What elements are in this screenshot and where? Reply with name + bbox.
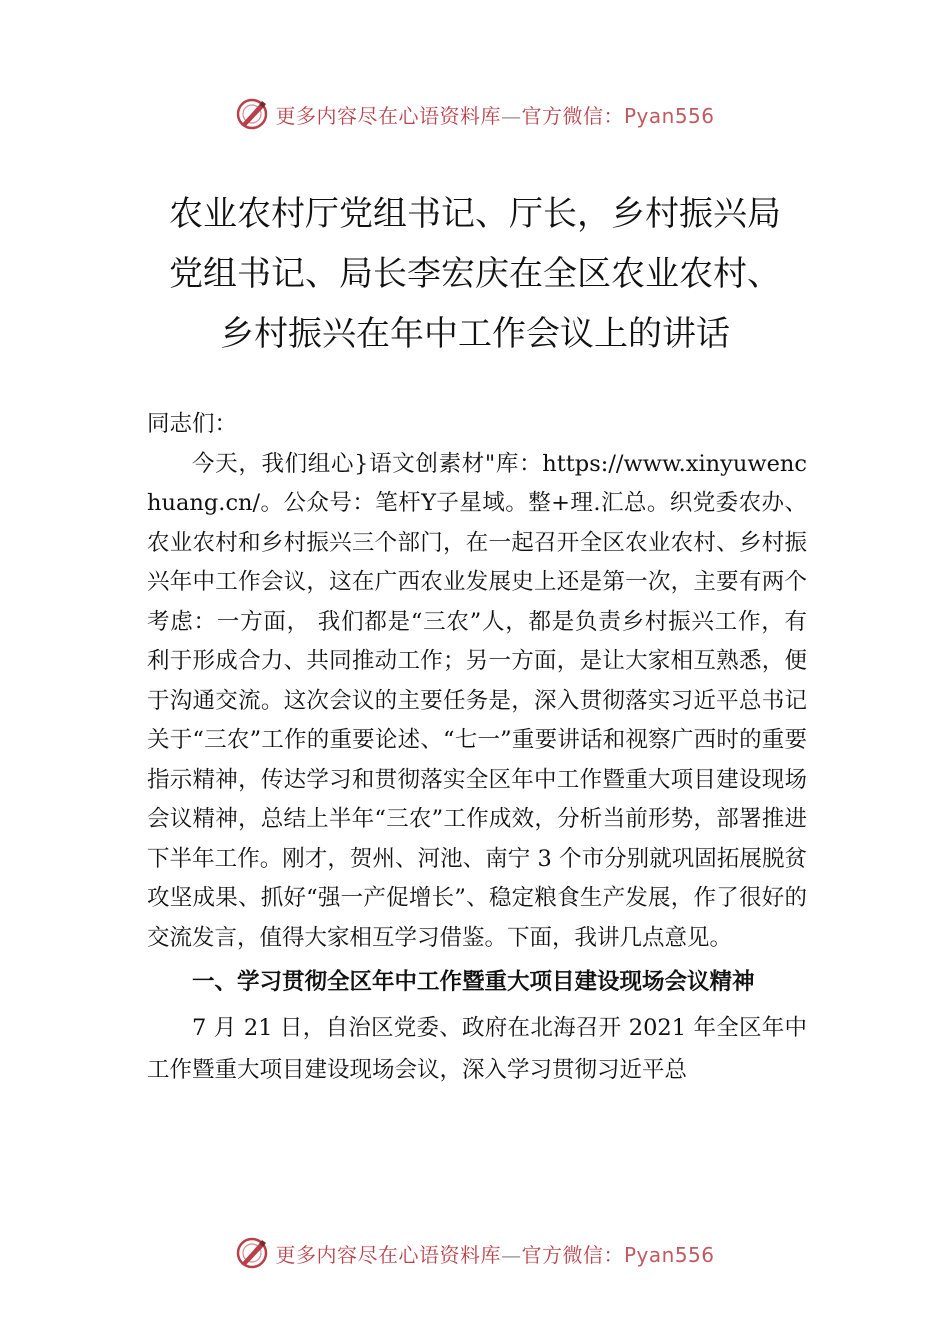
- body-paragraph-1: 今天，我们组心}语文创素材"库：https://www.xinyuwenchuang.cn/。公众号：笔杆Y子星域。整+理.汇总。织党委农办、农业农村和乡村振兴三个部门，在一起召开全区农业农村、乡村振兴年中工作会议，这在广西农业发展史上还是第一次，主要有两个考虑：一方面， 我们都是“三农”人，都是负责乡村振兴工作，有利于形成合力、共同推动工作；另一方面，是让大家相互熟悉，便于沟通交流。这次会议的主要任务是，深入贯彻落实习近平总书记关于“三农”工作的重要论述、“七一”重要讲话和视察广西时的重要指示精神，传达学习和贯彻落实全区年中工作暨重大项目建设现场会议精神，总结上半年“三农”工作成效，分析当前形势，部署推进下半年工作。刚才，贺州、河池、南宁 3 个市分别就巩固拓展脱贫攻坚成果、抓好“强一产促增长”、稳定粮食生产发展，作了很好的交流发言，值得大家相互学习借鉴。下面，我讲几点意见。: [147, 450, 807, 951]
- pen-circle-logo-icon: [235, 97, 269, 131]
- watermark-text: [275, 100, 714, 129]
- watermark-separator: —: [500, 1242, 522, 1267]
- footer-watermark-banner: [0, 1233, 950, 1273]
- title-line-1: 农业农村厅党组书记、厅长，乡村振兴局: [169, 194, 781, 234]
- section-heading-1: 一、学习贯彻全区年中工作暨重大项目建设现场会议精神: [192, 969, 755, 995]
- watermark-main-text: 更多内容尽在心语资料库: [275, 103, 501, 128]
- watermark-separator: —: [500, 103, 522, 128]
- document-title: [140, 184, 810, 364]
- watermark-account: Pyan556: [623, 103, 715, 128]
- watermark-main-text: 更多内容尽在心语资料库: [275, 1242, 501, 1267]
- watermark-account: Pyan556: [623, 1242, 715, 1267]
- header-watermark-banner: [0, 94, 950, 134]
- title-line-3: 乡村振兴在年中工作会议上的讲话: [220, 314, 730, 354]
- salutation: 同志们：: [147, 411, 238, 437]
- watermark-official-label: 官方微信：: [521, 1242, 624, 1267]
- title-line-2: 党组书记、局长李宏庆在全区农业农村、: [169, 254, 781, 294]
- pen-circle-logo-icon: [235, 1236, 269, 1270]
- body-paragraph-2: 7 月 21 日，自治区党委、政府在北海召开 2021 年全区年中工作暨重大项目建设现场会议，深入学习贯彻习近平总: [147, 1015, 807, 1083]
- watermark-text: [275, 1239, 714, 1268]
- watermark-official-label: 官方微信：: [521, 103, 624, 128]
- document-body: [147, 405, 807, 1091]
